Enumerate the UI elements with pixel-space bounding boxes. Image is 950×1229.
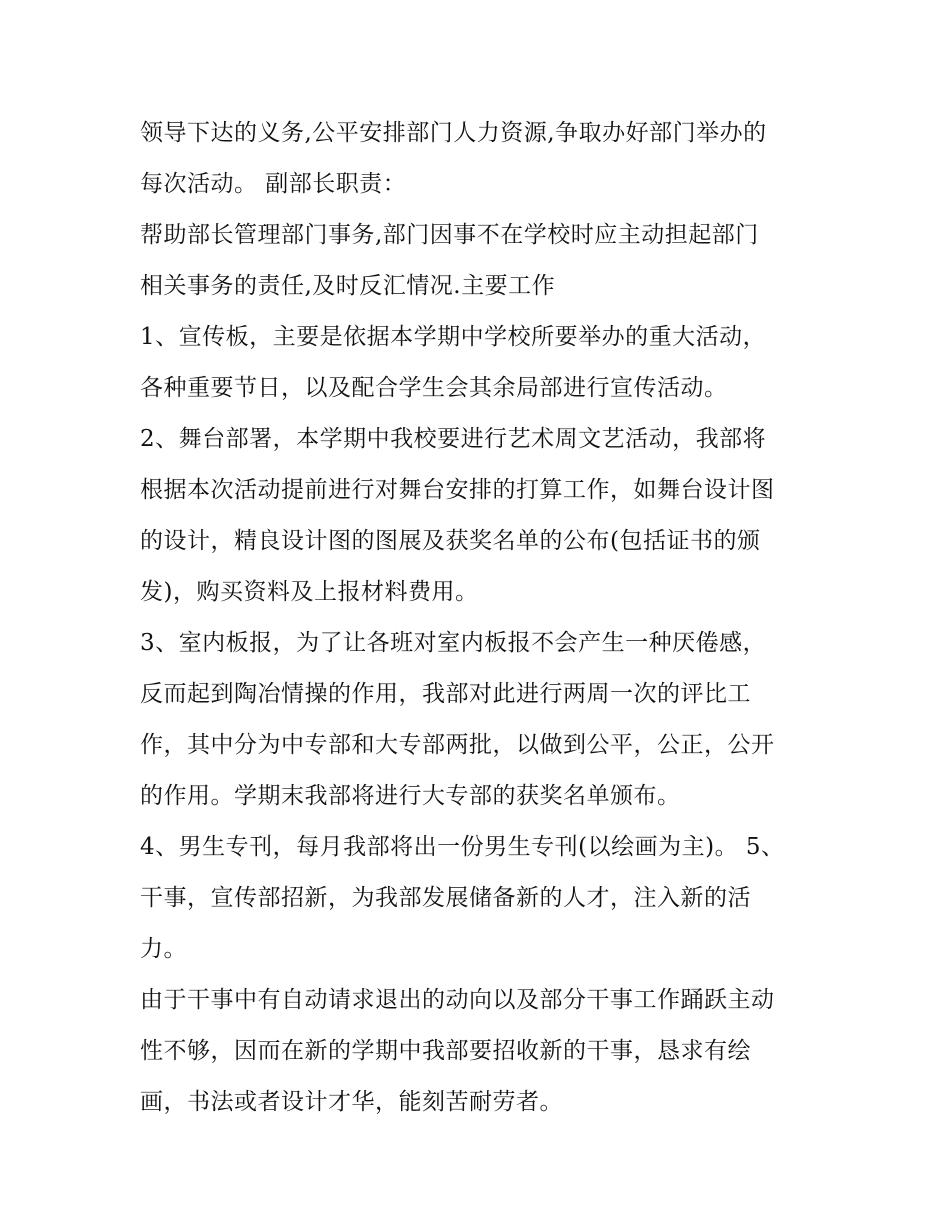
text-line: 反而起到陶冶情操的作用，我部对此进行两周一次的评比工: [140, 681, 751, 707]
text-line: 2、舞台部署，本学期中我校要进行艺术周文艺活动，我部将: [140, 426, 767, 452]
text-line: 根据本次活动提前进行对舞台安排的打算工作，如舞台设计图: [140, 477, 775, 503]
text-line: 力。: [140, 936, 187, 962]
text-line: 相关事务的责任,及时反汇情况.主要工作: [140, 273, 556, 299]
text-line: 由于干事中有自动请求退出的动向以及部分干事工作踊跃主动: [140, 987, 775, 1013]
text-line: 4、男生专刊，每月我部将出一份男生专刊(以绘画为主)。 5、: [140, 834, 785, 860]
text-line: 领导下达的义务,公平安排部门人力资源,争取办好部门举办的: [140, 120, 767, 146]
text-line: 帮助部长管理部门事务,部门因事不在学校时应主动担起部门: [140, 222, 759, 248]
text-line: 3、室内板报，为了让各班对室内板报不会产生一种厌倦感，: [140, 630, 767, 656]
text-line: 作，其中分为中专部和大专部两批，以做到公平，公正，公开: [140, 732, 775, 758]
text-line: 每次活动。 副部长职责：: [140, 171, 407, 197]
text-line: 画，书法或者设计才华，能刻苦耐劳者。: [140, 1089, 563, 1115]
text-line: 的作用。学期末我部将进行大专部的获奖名单颁布。: [140, 783, 681, 809]
text-line: 的设计，精良设计图的图展及获奖名单的公布(包括证书的颁: [140, 528, 761, 554]
document-body: [140, 108, 830, 1128]
text-line: 各种重要节日，以及配合学生会其余局部进行宣传活动。: [140, 375, 728, 401]
text-line: 发)，购买资料及上报材料费用。: [140, 579, 479, 605]
text-line: 1、宣传板，主要是依据本学期中学校所要举办的重大活动，: [140, 324, 767, 350]
text-line: 干事，宣传部招新，为我部发展储备新的人才，注入新的活: [140, 885, 751, 911]
text-line: 性不够，因而在新的学期中我部要招收新的干事，恳求有绘: [140, 1038, 751, 1064]
